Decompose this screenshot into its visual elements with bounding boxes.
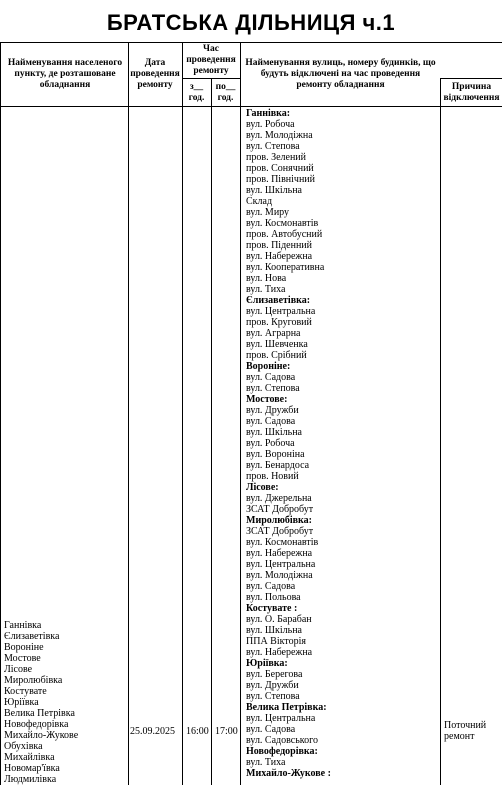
street-item: вул. Берегова	[246, 669, 303, 680]
street-item: вул. Аграрна	[246, 328, 301, 339]
page-title: БРАТСЬКА ДІЛЬНИЦЯ ч.1	[106, 10, 396, 35]
street-item: вул. Садова	[246, 724, 296, 735]
time-to: 17:00	[215, 726, 238, 737]
street-item: вул. Нова	[246, 273, 287, 284]
street-item: Склад	[246, 196, 273, 207]
street-item: вул. Молодіжна	[246, 570, 313, 581]
street-item: вул. Дружби	[246, 680, 299, 691]
street-item: пров. Піденний	[246, 240, 313, 251]
time-from: 16:00	[186, 726, 209, 737]
header-settlement: Найменування населеного пункту, де розташоване обладнання	[7, 58, 123, 90]
settlement-item: Костувате	[4, 686, 47, 697]
street-item: пров. Новий	[246, 471, 299, 482]
street-item: вул. Степова	[246, 383, 300, 394]
street-item: вул. О. Барабан	[246, 614, 312, 625]
village-heading: Мостове:	[246, 394, 288, 405]
street-item: вул. Садовського	[246, 735, 318, 746]
street-item: вул. Польова	[246, 592, 301, 603]
settlement-item: Михайло-Жукове	[4, 730, 79, 741]
street-item: вул. Космонавтів	[246, 218, 319, 229]
settlement-item: Ганнівка	[4, 620, 42, 631]
village-heading: Миролюбівка:	[246, 515, 313, 526]
street-item: вул. Набережна	[246, 548, 313, 559]
settlement-item: Миролюбівка	[4, 675, 63, 686]
street-item: пров. Срібний	[246, 350, 307, 361]
settlement-item: Новофедорівка	[4, 719, 69, 730]
street-item: вул. Робоча	[246, 438, 295, 449]
street-item: вул. Центральна	[246, 559, 316, 570]
header-time-to: по__ год.	[215, 82, 236, 103]
street-item: вул. Молодіжна	[246, 130, 313, 141]
street-item: вул. Кооперативна	[246, 262, 325, 273]
street-item: вул. Тиха	[246, 284, 286, 295]
street-item: вул. Джерельна	[246, 493, 312, 504]
street-item: вул. Шевченка	[246, 339, 308, 350]
header-streets: Найменування вулиць, номеру будинків, що будуть відключені на час проведення ремонту обладнання	[245, 58, 436, 90]
street-item: вул. Садова	[246, 416, 296, 427]
street-item: вул. Шкільна	[246, 185, 302, 196]
street-item: вул. Садова	[246, 372, 296, 383]
street-item: пров. Автобусний	[246, 229, 323, 240]
settlement-item: Лісове	[4, 664, 33, 675]
street-item: вул. Центральна	[246, 713, 316, 724]
street-item: вул. Космонавтів	[246, 537, 319, 548]
village-heading: Єлизаветівка:	[246, 295, 311, 306]
street-item: ЗСАТ Добробут	[246, 526, 314, 537]
header-time-from: з__ год.	[188, 82, 205, 103]
settlement-item: Велика Петрівка	[4, 708, 75, 719]
village-heading: Лісове:	[246, 482, 279, 493]
street-item: вул. Садова	[246, 581, 296, 592]
village-heading: Михайло-Жукове :	[246, 768, 331, 779]
settlement-item: Михайлівка	[4, 752, 55, 763]
settlement-list	[4, 620, 126, 785]
street-item: вул. Набережна	[246, 647, 313, 658]
streets-list	[246, 108, 438, 779]
settlement-item: Єлизаветівка	[4, 631, 60, 642]
street-item: вул. Вороніна	[246, 449, 305, 460]
street-item: вул. Бенардоса	[246, 460, 310, 471]
street-item: пров. Круговий	[246, 317, 312, 328]
street-item: вул. Робоча	[246, 119, 295, 130]
settlement-item: Мостове	[4, 653, 41, 664]
village-heading: Юріївка:	[246, 658, 288, 669]
street-item: пров. Зелений	[246, 152, 307, 163]
street-item: вул. Набережна	[246, 251, 313, 262]
street-item: ППА Вікторія	[246, 636, 306, 647]
street-item: вул. Шкільна	[246, 625, 302, 636]
settlement-item: Людмилівка	[4, 774, 57, 785]
village-heading: Костувате :	[246, 603, 298, 614]
street-item: вул. Дружби	[246, 405, 299, 416]
street-item: вул. Шкільна	[246, 427, 302, 438]
street-item: вул. Степова	[246, 141, 300, 152]
street-item: вул. Миру	[246, 207, 290, 218]
settlement-item: Обухівка	[4, 741, 43, 752]
village-heading: Вороніне:	[246, 361, 291, 372]
settlement-item: Новомар'ївка	[4, 763, 60, 774]
village-heading: Новофедорівка:	[246, 746, 318, 757]
outage-reason: Поточний ремонт	[444, 720, 487, 742]
header-reason: Причина відключення	[443, 82, 500, 103]
street-item: пров. Північний	[246, 174, 316, 185]
street-item: пров. Сонячний	[246, 163, 314, 174]
street-item: вул. Центральна	[246, 306, 316, 317]
village-heading: Ганнівка:	[246, 108, 291, 119]
repair-date: 25.09.2025	[130, 726, 175, 737]
street-item: ЗСАТ Добробут	[246, 504, 314, 515]
street-item: вул. Степова	[246, 691, 300, 702]
header-date: Дата проведення ремонту	[130, 58, 180, 90]
settlement-item: Вороніне	[4, 642, 44, 653]
street-item: вул. Тиха	[246, 757, 286, 768]
settlement-item: Юріївка	[4, 697, 39, 708]
village-heading: Велика Петрівка:	[246, 702, 327, 713]
header-time: Час проведення ремонту	[186, 44, 236, 76]
